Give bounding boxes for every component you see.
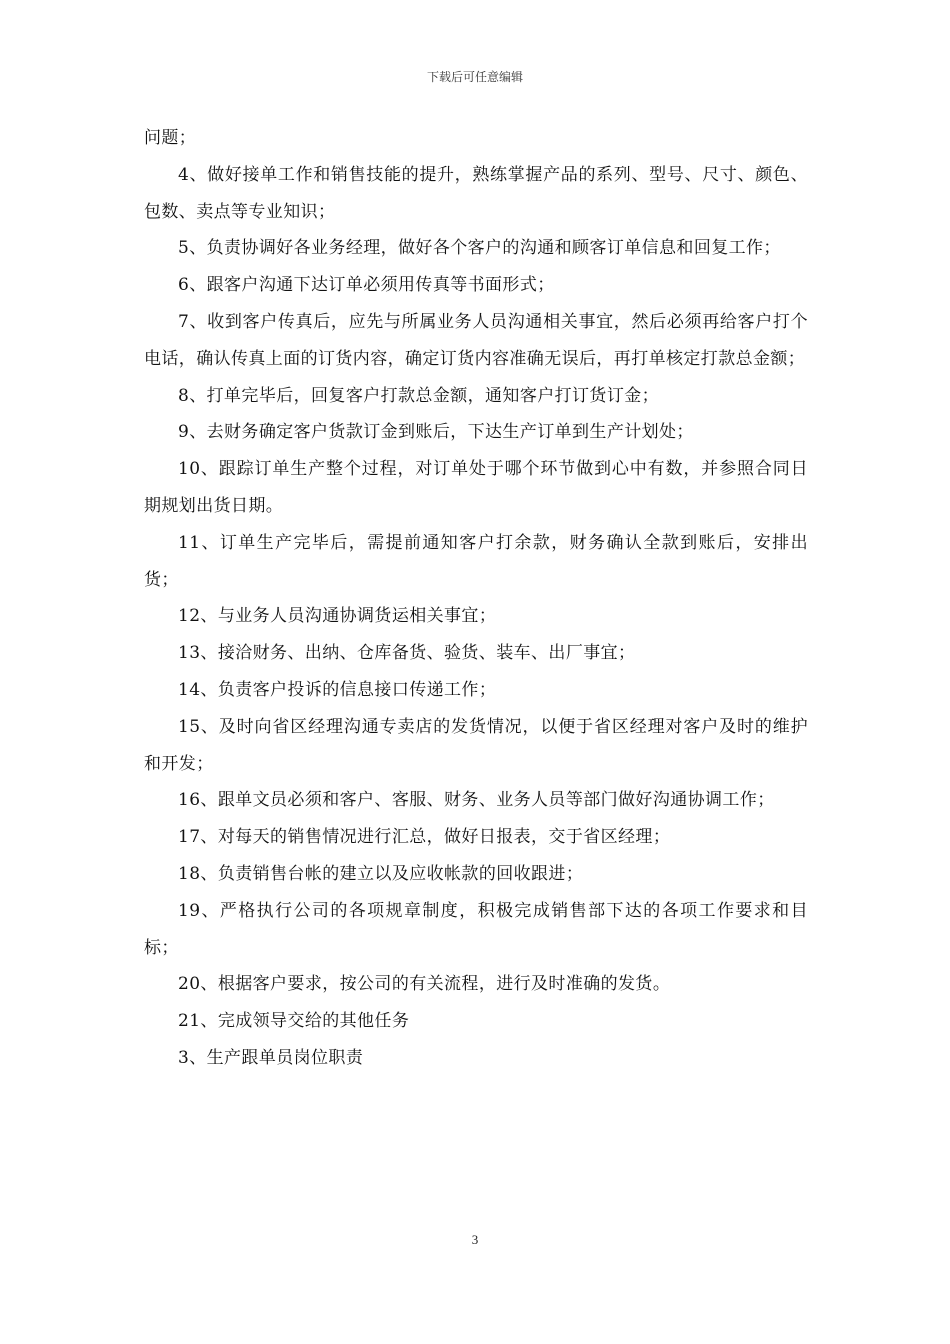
paragraph-item-13: 13、接洽财务、出纳、仓库备货、验货、装车、出厂事宜； [178,643,636,664]
paragraph-item-18: 18、负责销售台帐的建立以及应收帐款的回收跟进； [178,863,584,884]
paragraph-item-15: 15、及时向省区经理沟通专卖店的发货情况，以便于省区经理对客户及时的维护和开发； [144,716,808,774]
paragraph-continuation: 问题； [144,128,197,148]
paragraph-item-4: 4、做好接单工作和销售技能的提升，熟练掌握产品的系列、型号、尺寸、颜色、包数、卖点等专业知识； [144,164,808,222]
paragraph-item-17: 17、对每天的销售情况进行汇总，做好日报表，交于省区经理； [178,827,671,848]
paragraph-item-9: 9、去财务确定客户货款订金到账后，下达生产订单到生产计划处； [178,422,694,443]
paragraph-item-8: 8、打单完毕后，回复客户打款总金额，通知客户打订货订金； [178,385,660,406]
section-heading: 3、生产跟单员岗位职责 [178,1047,364,1068]
paragraph-item-21: 21、完成领导交给的其他任务 [178,1011,410,1032]
page-number: 3 [471,1232,479,1247]
paragraph-item-6: 6、跟客户沟通下达订单必须用传真等书面形式； [178,275,555,296]
paragraph-item-5: 5、负责协调好各业务经理，做好各个客户的沟通和顾客订单信息和回复工作； [178,238,781,259]
paragraph-item-14: 14、负责客户投诉的信息接口传递工作； [178,679,497,700]
paragraph-item-20: 20、根据客户要求，按公司的有关流程，进行及时准确的发货。 [178,974,671,995]
paragraph-item-7: 7、收到客户传真后，应先与所属业务人员沟通相关事宜，然后必须再给客户打个电话，确认传真上面的订货内容，确定订货内容准确无误后，再打单核定打款总金额； [144,311,808,369]
paragraph-item-19: 19、严格执行公司的各项规章制度，积极完成销售部下达的各项工作要求和目标； [144,900,808,958]
paragraph-item-11: 11、订单生产完毕后，需提前通知客户打余款，财务确认全款到账后，安排出货； [144,532,808,590]
paragraph-item-10: 10、跟踪订单生产整个过程，对订单处于哪个环节做到心中有数，并参照合同日期规划出货日期。 [144,459,808,516]
page-header-note: 下载后可任意编辑 [426,70,523,84]
paragraph-item-12: 12、与业务人员沟通协调货运相关事宜； [178,606,497,627]
document-body [144,120,808,1077]
paragraph-item-16: 16、跟单文员必须和客户、客服、财务、业务人员等部门做好沟通协调工作； [178,790,775,811]
